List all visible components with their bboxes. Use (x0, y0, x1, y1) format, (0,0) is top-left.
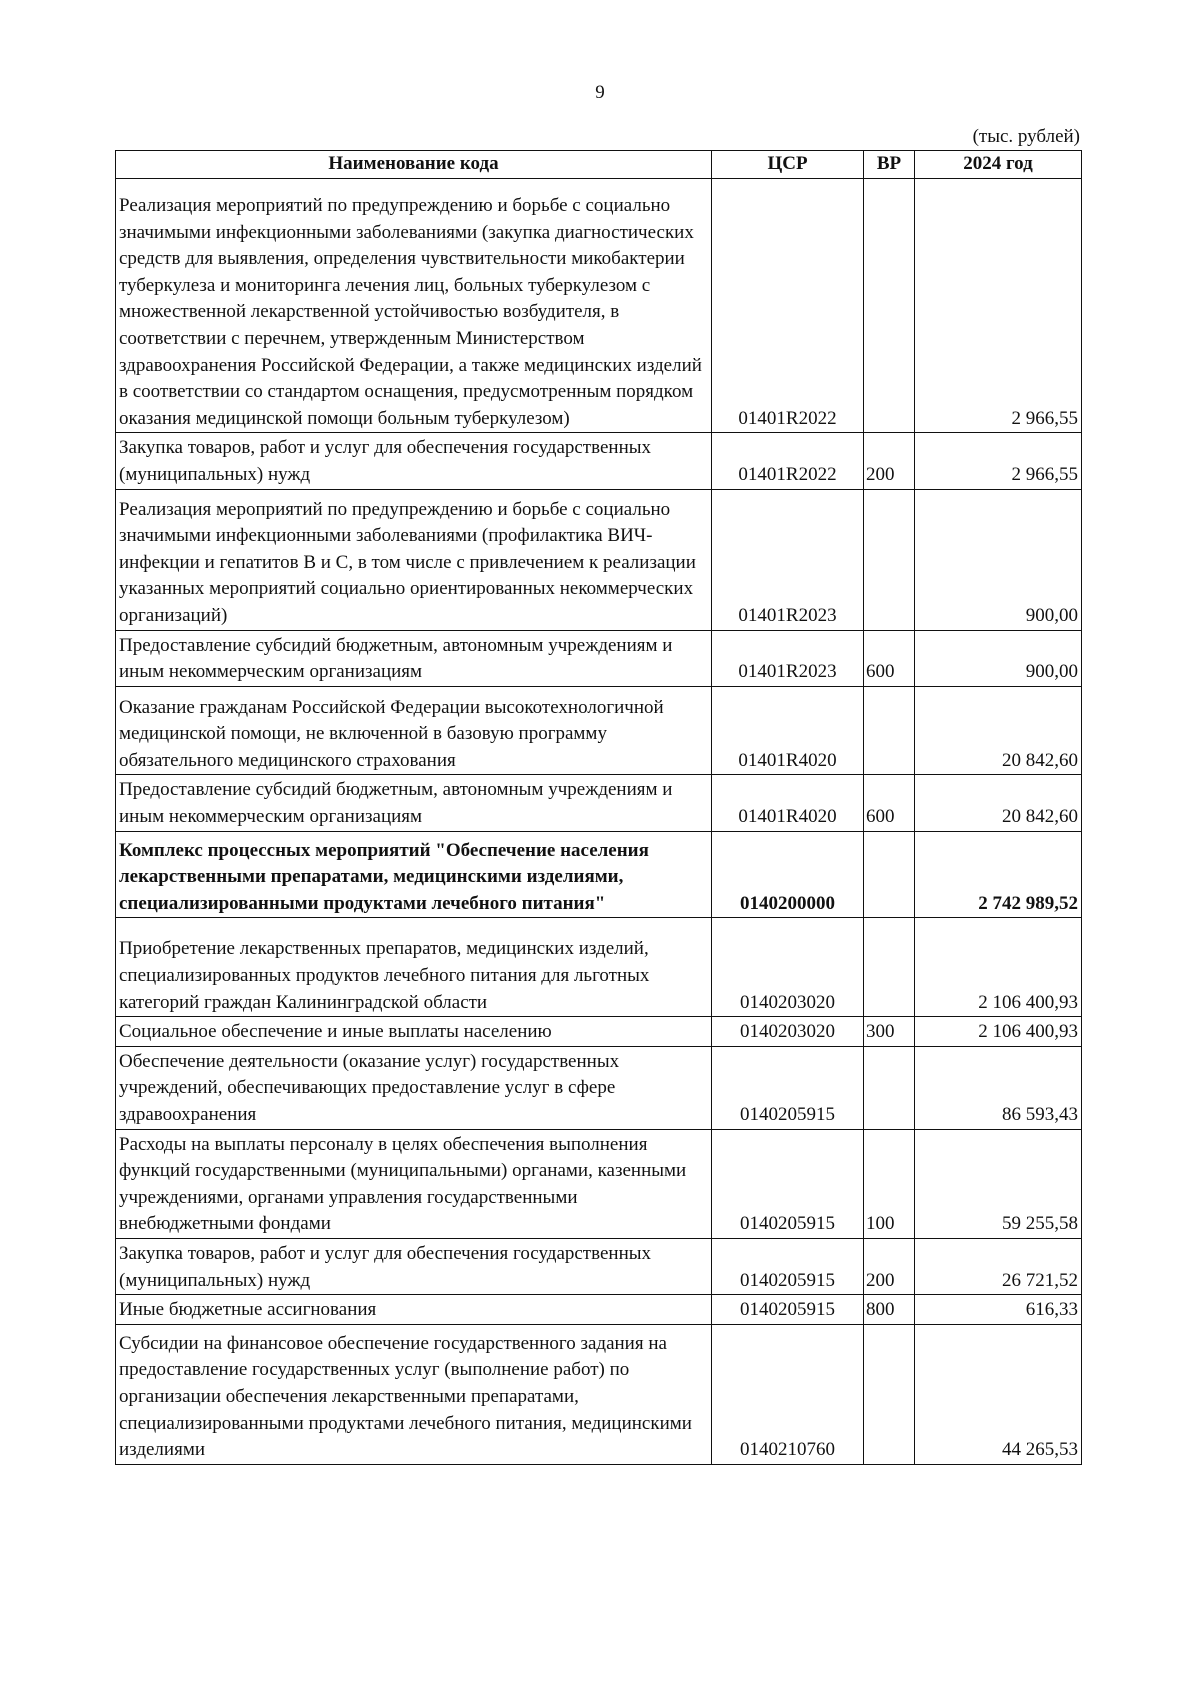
row-csr: 01401R4020 (712, 775, 864, 831)
row-vr (864, 1324, 915, 1464)
table-row (116, 1324, 1082, 1464)
header-csr: ЦСР (712, 151, 864, 179)
row-vr: 200 (864, 1238, 915, 1294)
units-label: (тыс. рублей) (972, 126, 1080, 147)
row-amount: 2 106 400,93 (915, 1017, 1082, 1047)
row-amount: 59 255,58 (915, 1129, 1082, 1238)
budget-table (115, 150, 1082, 1465)
row-name: Реализация мероприятий по предупреждению и борьбе с социально значимыми инфекционными заболеваниями (профилактика ВИЧ-инфекции и гепатитов В и С, в том числе с привлечением к реализации указанных мероприятий социально ориентированных некоммерческих организаций) (116, 489, 712, 630)
row-csr: 0140205915 (712, 1295, 864, 1325)
row-vr: 300 (864, 1017, 915, 1047)
row-csr: 0140205915 (712, 1046, 864, 1129)
table-row (116, 775, 1082, 831)
row-name: Предоставление субсидий бюджетным, автономным учреждениям и иным некоммерческим организациям (116, 775, 712, 831)
header-vr: ВР (864, 151, 915, 179)
row-name: Обеспечение деятельности (оказание услуг) государственных учреждений, обеспечивающих предоставление услуг в сфере здравоохранения (116, 1046, 712, 1129)
row-name: Социальное обеспечение и иные выплаты населению (116, 1017, 712, 1047)
row-name: Закупка товаров, работ и услуг для обеспечения государственных (муниципальных) нужд (116, 1238, 712, 1294)
row-vr (864, 918, 915, 1017)
table-row (116, 630, 1082, 686)
row-vr: 100 (864, 1129, 915, 1238)
row-csr: 01401R2023 (712, 489, 864, 630)
row-csr: 0140205915 (712, 1129, 864, 1238)
row-csr: 0140205915 (712, 1238, 864, 1294)
row-vr (864, 1046, 915, 1129)
row-amount: 2 966,55 (915, 433, 1082, 489)
row-vr (864, 831, 915, 918)
row-amount: 86 593,43 (915, 1046, 1082, 1129)
table-row (116, 1238, 1082, 1294)
row-csr: 0140200000 (712, 831, 864, 918)
row-name: Оказание гражданам Российской Федерации высокотехнологичной медицинской помощи, не включенной в базовую программу обязательного медицинского страхования (116, 686, 712, 775)
table-row (116, 433, 1082, 489)
row-csr: 01401R2023 (712, 630, 864, 686)
row-vr: 600 (864, 775, 915, 831)
row-amount: 2 966,55 (915, 179, 1082, 433)
row-amount: 44 265,53 (915, 1324, 1082, 1464)
row-name: Расходы на выплаты персоналу в целях обеспечения выполнения функций государственными (муниципальными) органами, казенными учреждениями, органами управления государственными внебюджетными фондами (116, 1129, 712, 1238)
row-name: Предоставление субсидий бюджетным, автономным учреждениям и иным некоммерческим организациям (116, 630, 712, 686)
row-name: Субсидии на финансовое обеспечение государственного задания на предоставление государственных услуг (выполнение работ) по организации обеспечения лекарственными препаратами, специализированными продуктами лечебного питания, медицинскими изделиями (116, 1324, 712, 1464)
header-year: 2024 год (915, 151, 1082, 179)
row-csr: 0140203020 (712, 918, 864, 1017)
table-row (116, 1046, 1082, 1129)
row-csr: 01401R2022 (712, 179, 864, 433)
row-amount: 26 721,52 (915, 1238, 1082, 1294)
row-vr (864, 686, 915, 775)
row-vr: 800 (864, 1295, 915, 1325)
row-amount: 20 842,60 (915, 775, 1082, 831)
table-header-row (116, 151, 1082, 179)
table-row (116, 1295, 1082, 1325)
row-csr: 0140210760 (712, 1324, 864, 1464)
row-amount: 2 742 989,52 (915, 831, 1082, 918)
row-vr: 200 (864, 433, 915, 489)
header-name: Наименование кода (116, 151, 712, 179)
row-csr: 0140203020 (712, 1017, 864, 1047)
row-name: Закупка товаров, работ и услуг для обеспечения государственных (муниципальных) нужд (116, 433, 712, 489)
row-csr: 01401R2022 (712, 433, 864, 489)
row-vr: 600 (864, 630, 915, 686)
row-amount: 900,00 (915, 489, 1082, 630)
row-amount: 20 842,60 (915, 686, 1082, 775)
row-vr (864, 489, 915, 630)
table-row (116, 179, 1082, 433)
row-name: Реализация мероприятий по предупреждению и борьбе с социально значимыми инфекционными заболеваниями (закупка диагностических средств для выявления, определения чувствительности микобактерии туберкулеза и мониторинга лечения лиц, больных туберкулезом с множественной лекарственной устойчивостью возбудителя, в соответствии с перечнем, утвержденным Министерством здравоохранения Российской Федерации, а также медицинских изделий в соответствии со стандартом оснащения, предусмотренным порядком оказания медицинской помощи больным туберкулезом) (116, 179, 712, 433)
row-csr: 01401R4020 (712, 686, 864, 775)
row-name: Комплекс процессных мероприятий "Обеспечение населения лекарственными препаратами, медицинскими изделиями, специализированными продуктами лечебного питания" (116, 831, 712, 918)
table-row (116, 918, 1082, 1017)
table-row (116, 1129, 1082, 1238)
row-name: Приобретение лекарственных препаратов, медицинских изделий, специализированных продуктов лечебного питания для льготных категорий граждан Калининградской области (116, 918, 712, 1017)
table-row (116, 686, 1082, 775)
row-amount: 616,33 (915, 1295, 1082, 1325)
row-amount: 2 106 400,93 (915, 918, 1082, 1017)
page-number: 9 (595, 82, 605, 103)
table-row (116, 1017, 1082, 1047)
table-row (116, 489, 1082, 630)
row-name: Иные бюджетные ассигнования (116, 1295, 712, 1325)
row-amount: 900,00 (915, 630, 1082, 686)
table-row (116, 831, 1082, 918)
row-vr (864, 179, 915, 433)
